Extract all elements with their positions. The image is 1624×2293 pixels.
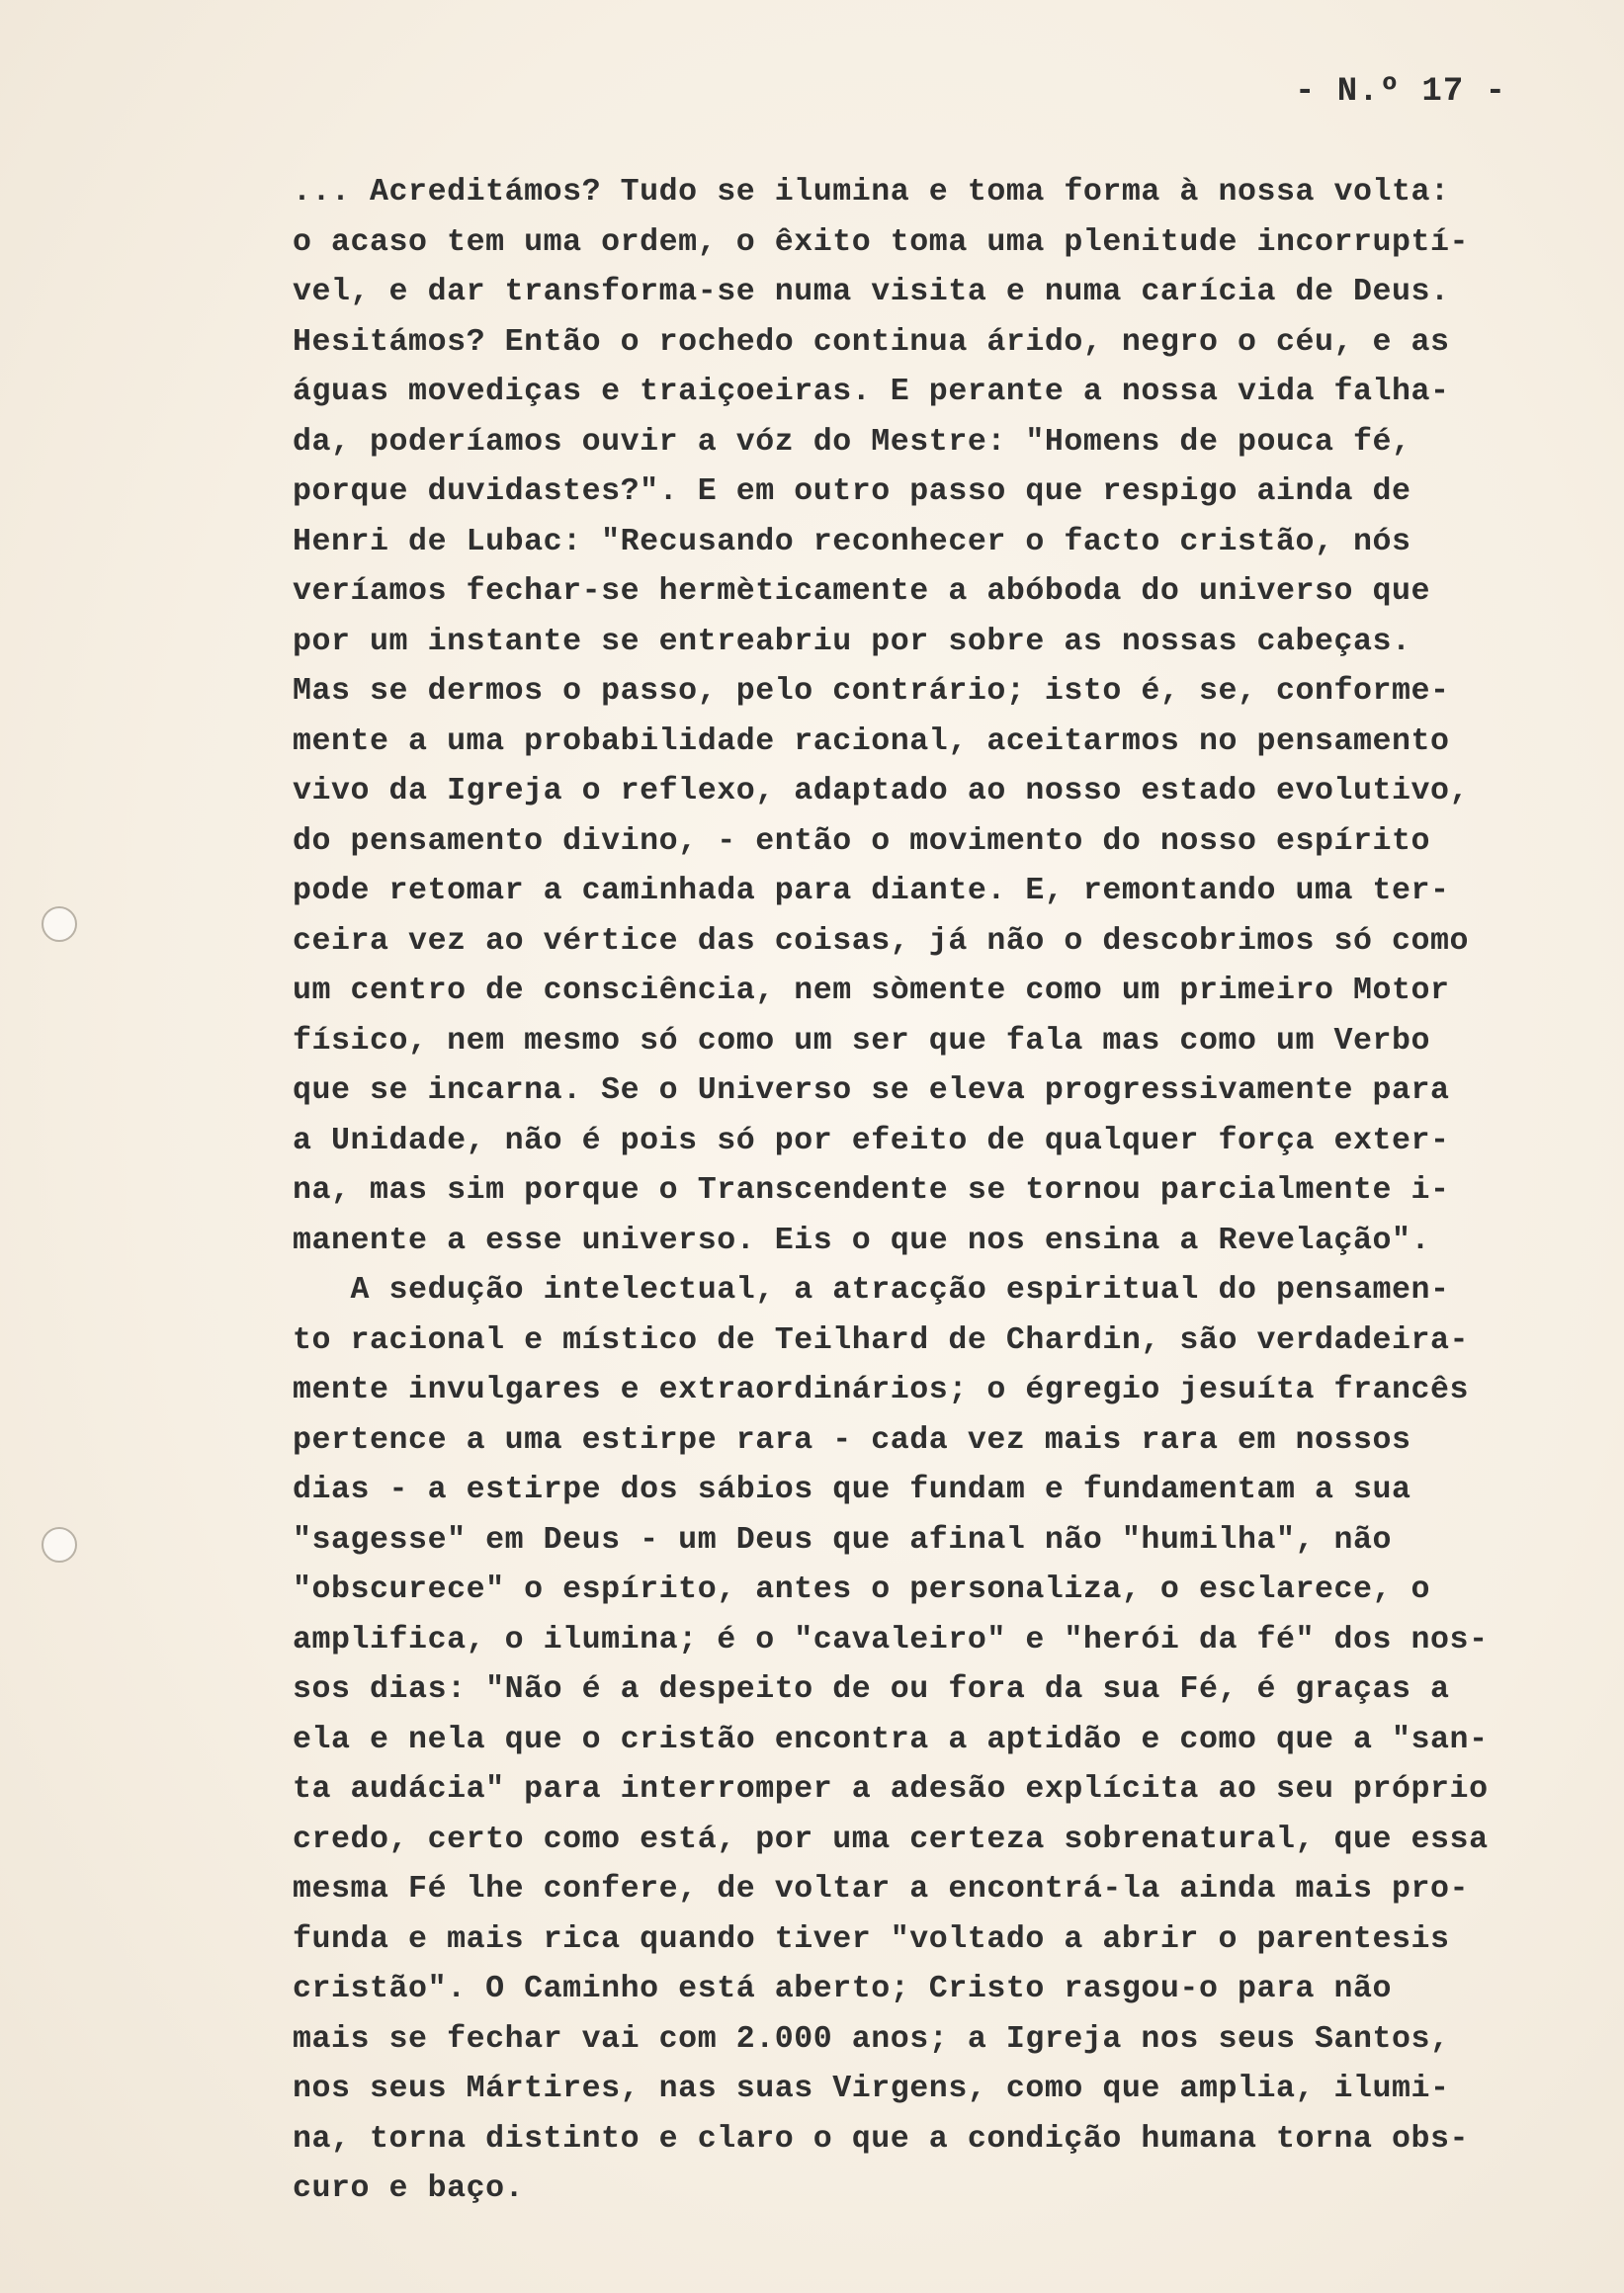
text-line: a Unidade, não é pois só por efeito de qualquer força exter-	[293, 1123, 1450, 1158]
text-line: to racional e místico de Teilhard de Chardin, são verdadeira-	[293, 1322, 1470, 1358]
text-line: físico, nem mesmo só como um ser que fala mas como um Verbo	[293, 1023, 1431, 1059]
text-line: da, poderíamos ouvir a vóz do Mestre: "Homens de pouca fé,	[293, 424, 1411, 460]
text-line: vivo da Igreja o reflexo, adaptado ao nosso estado evolutivo,	[293, 774, 1470, 808]
punch-hole-upper	[42, 906, 77, 942]
text-line: vel, e dar transforma-se numa visita e numa carícia de Deus.	[293, 275, 1450, 309]
text-line: mente invulgares e extraordinários; o égregio jesuíta francês	[293, 1373, 1470, 1407]
text-line: nos seus Mártires, nas suas Virgens, como que amplia, ilumi-	[293, 2072, 1450, 2106]
text-line: curo e baço.	[293, 2171, 525, 2206]
punch-hole-lower	[42, 1527, 77, 1563]
text-line: A sedução intelectual, a atracção espiritual do pensamen-	[293, 1273, 1450, 1308]
text-line: um centro de consciência, nem sòmente como um primeiro Motor	[293, 974, 1450, 1008]
text-line: Henri de Lubac: "Recusando reconhecer o facto cristão, nós	[293, 524, 1411, 559]
text-line: cristão". O Caminho está aberto; Cristo rasgou-o para não	[293, 1972, 1393, 2006]
body-text	[293, 168, 1568, 2215]
text-line: Hesitámos? Então o rochedo continua árido, negro o céu, e as	[293, 324, 1450, 360]
text-line: veríamos fechar-se hermèticamente a abóboda do universo que	[293, 574, 1431, 609]
text-line: na, mas sim porque o Transcendente se tornou parcialmente i-	[293, 1173, 1450, 1208]
text-line: manente a esse universo. Eis o que nos ensina a Revelação".	[293, 1223, 1431, 1258]
text-line: funda e mais rica quando tiver "voltado a abrir o parentesis	[293, 1921, 1450, 1957]
text-line: pode retomar a caminhada para diante. E, remontando uma ter-	[293, 874, 1450, 908]
text-line: ela e nela que o cristão encontra a aptidão e como que a "san-	[293, 1722, 1489, 1757]
text-line: amplifica, o ilumina; é o "cavaleiro" e "herói da fé" dos nos-	[293, 1622, 1489, 1657]
text-line: ta audácia" para interromper a adesão explícita ao seu próprio	[293, 1772, 1489, 1807]
text-line: mesma Fé lhe confere, de voltar a encontrá-la ainda mais pro-	[293, 1872, 1470, 1907]
text-line: mais se fechar vai com 2.000 anos; a Igreja nos seus Santos,	[293, 2021, 1450, 2057]
text-line: "obscurece" o espírito, antes o personaliza, o esclarece, o	[293, 1572, 1431, 1607]
page-number: - N.º 17 -	[1295, 73, 1507, 111]
text-line: o acaso tem uma ordem, o êxito toma uma plenitude incorruptí-	[293, 224, 1470, 260]
text-line: mente a uma probabilidade racional, aceitarmos no pensamento	[293, 723, 1450, 759]
text-line: por um instante se entreabriu por sobre as nossas cabeças.	[293, 624, 1411, 659]
text-line: porque duvidastes?". E em outro passo que respigo ainda de	[293, 474, 1411, 509]
text-line: credo, certo como está, por uma certeza sobrenatural, que essa	[293, 1822, 1489, 1857]
text-line: que se incarna. Se o Universo se eleva progressivamente para	[293, 1073, 1450, 1108]
text-line: águas movediças e traiçoeiras. E perante a nossa vida falha-	[293, 375, 1450, 409]
text-line: sos dias: "Não é a despeito de ou fora da sua Fé, é graças a	[293, 1672, 1450, 1707]
text-line: ceira vez ao vértice das coisas, já não o descobrimos só como	[293, 923, 1470, 959]
text-line: "sagesse" em Deus - um Deus que afinal não "humilha", não	[293, 1522, 1393, 1558]
text-line: pertence a uma estirpe rara - cada vez mais rara em nossos	[293, 1422, 1411, 1458]
text-line: na, torna distinto e claro o que a condição humana torna obs-	[293, 2121, 1470, 2157]
text-line: Mas se dermos o passo, pelo contrário; isto é, se, conforme-	[293, 674, 1450, 709]
text-line: dias - a estirpe dos sábios que fundam e fundamentam a sua	[293, 1473, 1411, 1507]
text-line: ... Acreditámos? Tudo se ilumina e toma forma à nossa volta:	[293, 175, 1450, 210]
text-line: do pensamento divino, - então o movimento do nosso espírito	[293, 823, 1431, 859]
